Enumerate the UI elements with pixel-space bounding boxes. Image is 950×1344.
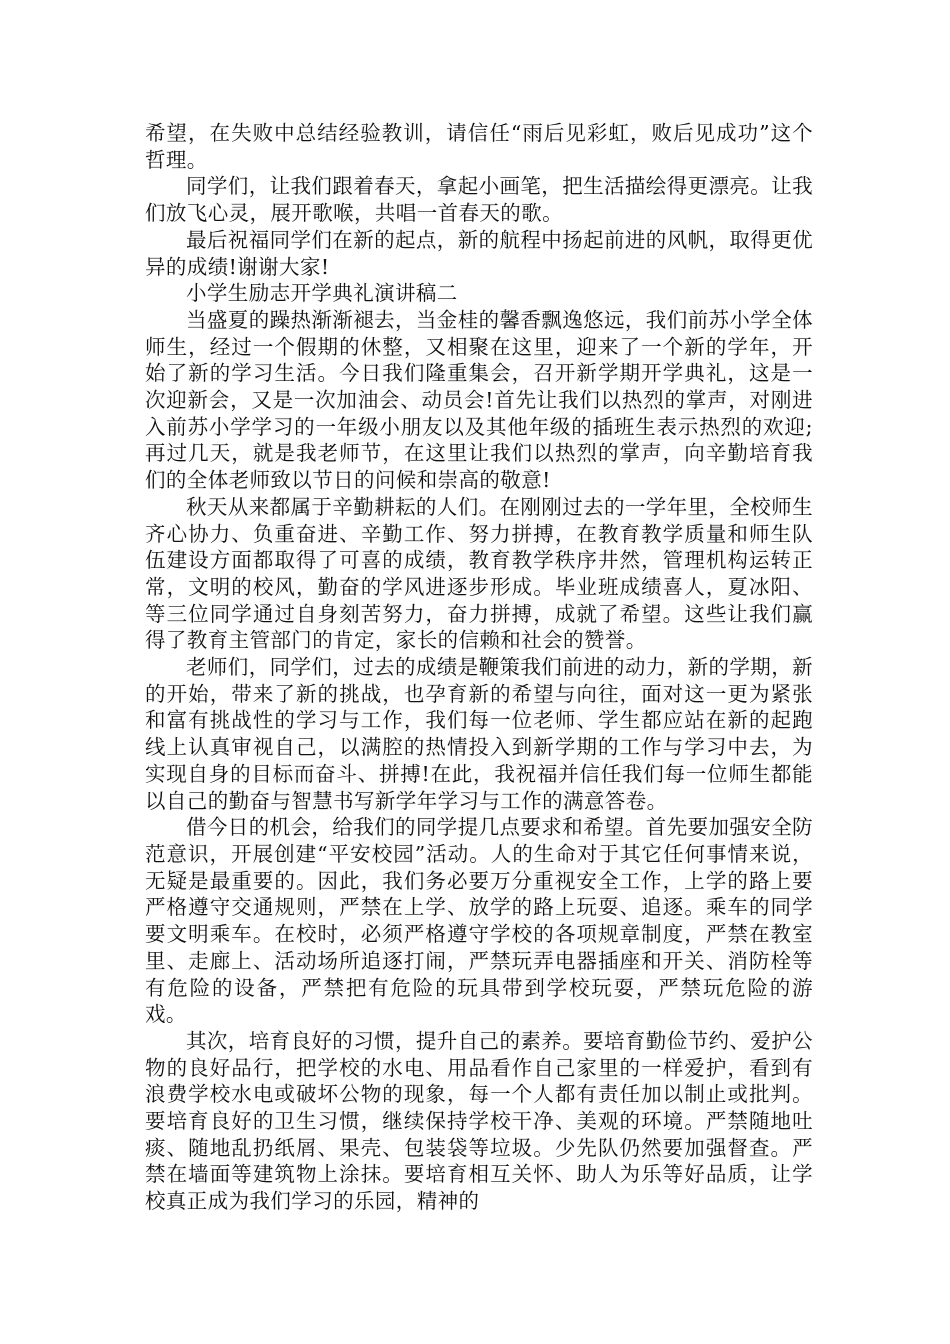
paragraph-past-achievements: 秋天从来都属于辛勤耕耘的人们。在刚刚过去的一学年里，全校师生齐心协力、负重奋进、辛勤工作、努力拼搏，在教育教学质量和师生队伍建设方面都取得了可喜的成绩，教育教学秩序井然，管理机构运转正常，文明的校风，勤奋的学风进逐步形成。毕业班成绩喜人，夏冰阳、等三位同学通过自身刻苦努力，奋力拼搏，成就了希望。这些让我们赢得了教育主管部门的肯定，家长的信赖和社会的赞誉。 <box>145 494 813 653</box>
paragraph-safety-requirements: 借今日的机会，给我们的同学提几点要求和希望。首先要加强安全防范意识，开展创建“平安校园”活动。人的生命对于其它任何事情来说，无疑是最重要的。因此，我们务必要万分重视安全工作，上学的路上要严格遵守交通规则，严禁在上学、放学的路上玩耍、追逐。乘车的同学要文明乘车。在校时，必须严格遵守学校的各项规章制度，严禁在教室里、走廊上、活动场所追逐打闹，严禁玩弄电器插座和开关、消防栓等有危险的设备，严禁把有危险的玩具带到学校玩耍，严禁玩危险的游戏。 <box>145 815 813 1027</box>
paragraph-new-challenges: 老师们，同学们，过去的成绩是鞭策我们前进的动力，新的学期，新的开始，带来了新的挑战，也孕育新的希望与向往，面对这一更为紧张和富有挑战性的学习与工作，我们每一位老师、学生都应站在新的起跑线上认真审视自己，以满腔的热情投入到新学期的工作与学习中去，为实现自身的目标而奋斗、拼搏!在此，我祝福并信任我们每一位师生都能以自己的勤奋与智慧书写新学年学习与工作的满意答卷。 <box>145 655 813 813</box>
paragraph-continuation: 希望，在失败中总结经验教训，请信任“雨后见彩虹，败后见成功”这个哲理。 <box>145 121 813 172</box>
paragraph-spring-song: 同学们，让我们跟着春天，拿起小画笔，把生活描绘得更漂亮。让我们放飞心灵，展开歌喉，共唱一首春天的歌。 <box>145 174 813 226</box>
paragraph-good-habits: 其次，培育良好的习惯，提升自己的素养。要培育勤俭节约、爱护公物的良好品行，把学校的水电、用品看作自己家里的一样爱护，看到有浪费学校水电或破坏公物的现象，每一个人都有责任加以制止或批判。要培育良好的卫生习惯，继续保持学校干净、美观的环境。严禁随地吐痰、随地乱扔纸屑、果壳、包装袋等垃圾。少先队仍然要加强督查。严禁在墙面等建筑物上涂抹。要培育相互关怀、助人为乐等好品质，让学校真正成为我们学习的乐园，精神的 <box>145 1028 813 1214</box>
paragraph-opening-welcome: 当盛夏的躁热渐渐褪去，当金桂的馨香飘逸悠远，我们前苏小学全体师生，经过一个假期的休整，又相聚在这里，迎来了一个新的学年，开始了新的学习生活。今日我们隆重集会，召开新学期开学典礼，这是一次迎新会，又是一次加油会、动员会!首先让我们以热烈的掌声，对刚进入前苏小学学习的一年级小朋友以及其他年级的插班生表示热烈的欢迎;再过几天，就是我老师节，在这里让我们以热烈的掌声，向辛勤培育我们的全体老师致以节日的问候和崇高的敬意! <box>145 307 813 493</box>
section-heading: 小学生励志开学典礼演讲稿二 <box>186 281 458 306</box>
paragraph-closing-wishes: 最后祝福同学们在新的起点，新的航程中扬起前进的风帆，取得更优异的成绩!谢谢大家! <box>145 227 813 279</box>
document-page <box>145 120 813 1215</box>
